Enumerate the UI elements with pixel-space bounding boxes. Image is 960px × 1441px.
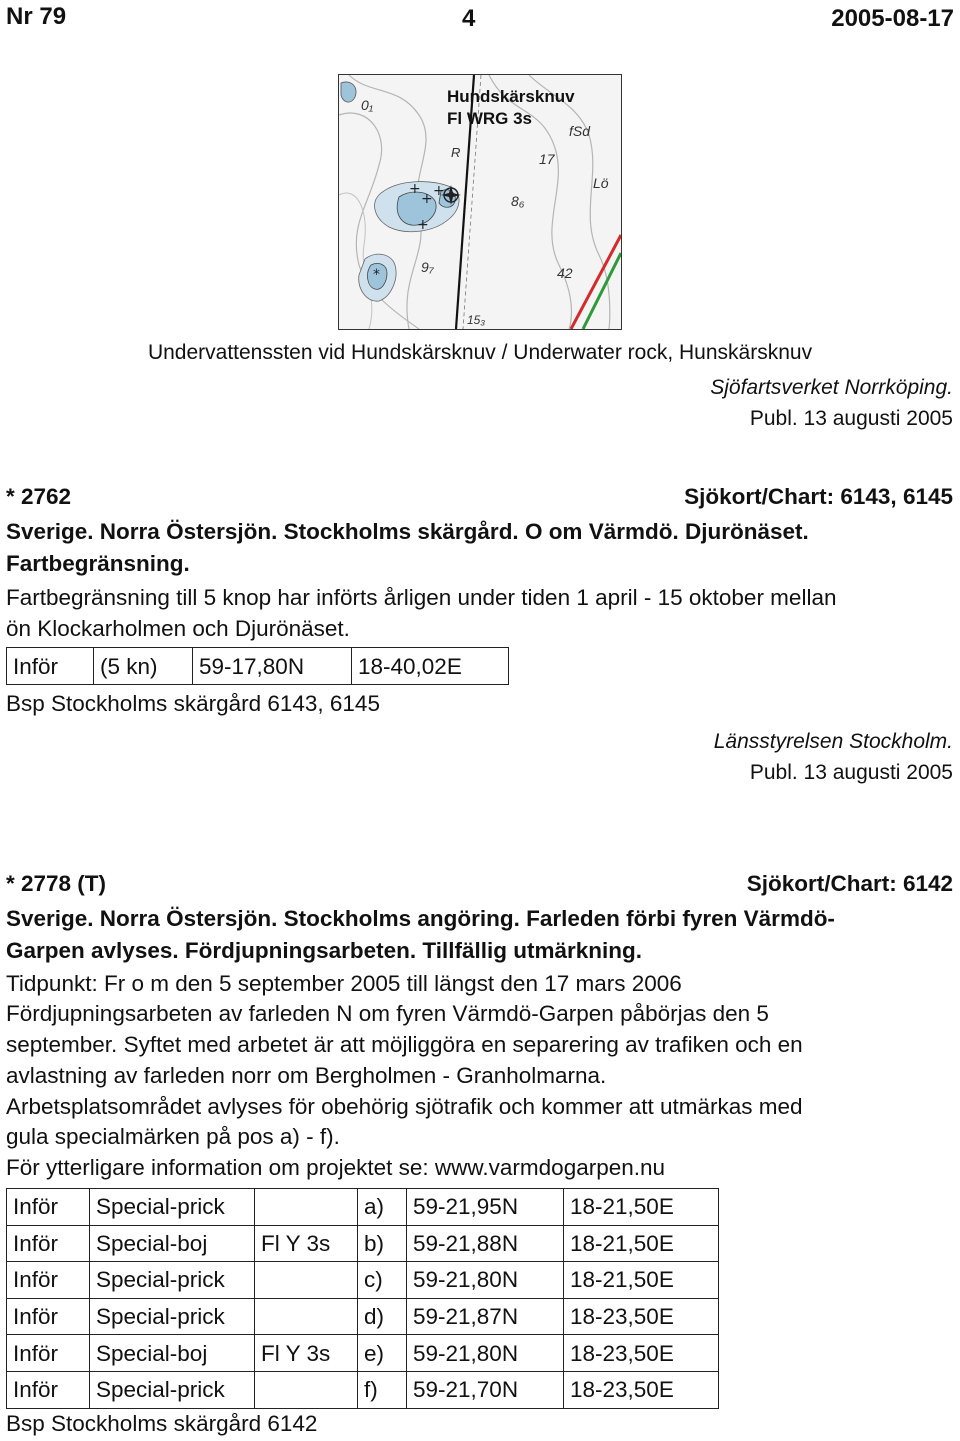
nautical-chart-excerpt <box>338 74 622 330</box>
table-cell: (5 kn) <box>94 648 193 685</box>
map-caption: Undervattenssten vid Hundskärsknuv / Underwater rock, Hunskärsknuv <box>147 341 813 364</box>
table-cell: 59-21,95N <box>407 1189 564 1226</box>
table-cell: Inför <box>7 1298 90 1335</box>
notice-title: Fartbegränsning. <box>6 551 190 576</box>
svg-text:+: + <box>421 191 433 207</box>
table-cell: Special-prick <box>90 1371 255 1408</box>
table-row <box>7 1335 719 1372</box>
table-cell: Special-prick <box>90 1189 255 1226</box>
table-cell: Fl Y 3s <box>255 1225 358 1262</box>
notice-body: Fördjupningsarbeten av farleden N om fyren Värmdö-Garpen påbörjas den 5 <box>6 1001 769 1026</box>
notice-number: * 2778 (T) <box>6 871 107 896</box>
table-cell: 18-23,50E <box>564 1298 719 1335</box>
map-place-label: Lö <box>593 175 609 191</box>
issue-date: 2005-08-17 <box>831 5 954 32</box>
svg-text:+: + <box>417 217 429 233</box>
table-cell: 59-21,80N <box>407 1262 564 1299</box>
table-cell: 59-21,87N <box>407 1298 564 1335</box>
page-number: 4 <box>462 5 476 32</box>
table-cell: Inför <box>7 1189 90 1226</box>
svg-text:+: + <box>433 183 445 199</box>
map-label-light: Fl WRG 3s <box>447 109 533 128</box>
table-cell: c) <box>358 1262 407 1299</box>
table-cell: Inför <box>7 1225 90 1262</box>
table-cell: 18-23,50E <box>564 1371 719 1408</box>
notice-body: Tidpunkt: Fr o m den 5 september 2005 till längst den 17 mars 2006 <box>6 971 682 996</box>
table-cell: Inför <box>7 648 94 685</box>
table-cell: e) <box>358 1335 407 1372</box>
table-cell <box>255 1371 358 1408</box>
map-label-name: Hundskärsknuv <box>447 87 575 106</box>
table-cell: 59-21,88N <box>407 1225 564 1262</box>
table-cell: Inför <box>7 1335 90 1372</box>
table-cell: 18-23,50E <box>564 1335 719 1372</box>
map-depth: 42 <box>557 265 573 281</box>
table-cell: Inför <box>7 1371 90 1408</box>
map-seabed-mark: fSd <box>569 123 591 139</box>
notice-body: september. Syftet med arbetet är att möjliggöra en separering av trafiken och en <box>6 1032 803 1057</box>
table-cell: f) <box>358 1371 407 1408</box>
table-cell: 59-21,80N <box>407 1335 564 1372</box>
notice-title: Sverige. Norra Östersjön. Stockholms skärgård. O om Värmdö. Djurönäset. <box>6 519 809 544</box>
svg-text:+: + <box>409 181 421 197</box>
marker-positions-table <box>6 1188 719 1409</box>
notice-body: ön Klockarholmen och Djurönäset. <box>6 616 350 641</box>
table-row <box>7 1225 719 1262</box>
table-cell: 18-40,02E <box>352 648 509 685</box>
bsp-reference: Bsp Stockholms skärgård 6143, 6145 <box>6 691 380 716</box>
table-cell <box>255 1189 358 1226</box>
map-depth: 17 <box>539 151 555 167</box>
table-row <box>7 1262 719 1299</box>
svg-text:*: * <box>373 267 380 283</box>
notice-title: Sverige. Norra Östersjön. Stockholms angöring. Farleden förbi fyren Värmdö- <box>6 906 835 931</box>
table-cell: Fl Y 3s <box>255 1335 358 1372</box>
table-cell: Inför <box>7 1262 90 1299</box>
table-cell: 18-21,50E <box>564 1225 719 1262</box>
table-row <box>7 1298 719 1335</box>
table-cell: 18-21,50E <box>564 1262 719 1299</box>
notice-title: Garpen avlyses. Fördjupningsarbeten. Tillfällig utmärkning. <box>6 938 642 963</box>
bsp-reference: Bsp Stockholms skärgård 6142 <box>6 1411 318 1436</box>
notice-body: För ytterligare information om projektet se: www.varmdogarpen.nu <box>6 1155 666 1180</box>
table-row <box>7 1189 719 1226</box>
table-cell: Special-prick <box>90 1262 255 1299</box>
notice-published: Publ. 13 augusti 2005 <box>749 761 953 784</box>
notice-body: Fartbegränsning till 5 knop har införts årligen under tiden 1 april - 15 oktober mellan <box>6 585 837 610</box>
notice-number: * 2762 <box>6 484 72 509</box>
notice-body: Arbetsplatsområdet avlyses för obehörig sjötrafik och kommer att utmärkas med <box>6 1094 803 1119</box>
table-cell <box>255 1298 358 1335</box>
issue-number: Nr 79 <box>6 3 67 30</box>
map-depth: 0₁ <box>361 97 374 113</box>
table-row <box>7 1371 719 1408</box>
notice-body: avlastning av farleden norr om Bergholmen - Granholmarna. <box>6 1063 607 1088</box>
table-cell: Special-boj <box>90 1335 255 1372</box>
table-cell: b) <box>358 1225 407 1262</box>
table-cell: Special-prick <box>90 1298 255 1335</box>
caption-published: Publ. 13 augusti 2005 <box>749 407 953 430</box>
table-cell: 59-17,80N <box>193 648 352 685</box>
caption-source: Sjöfartsverket Norrköping. <box>710 376 953 399</box>
chart-reference: Sjökort/Chart: 6143, 6145 <box>684 484 953 509</box>
table-cell: 59-21,70N <box>407 1371 564 1408</box>
table-cell: Special-boj <box>90 1225 255 1262</box>
position-table <box>6 647 509 685</box>
table-cell: d) <box>358 1298 407 1335</box>
table-row <box>7 648 509 685</box>
map-depth: 9₇ <box>421 259 434 275</box>
notice-source: Länsstyrelsen Stockholm. <box>713 730 953 753</box>
map-depth: 15₃ <box>467 313 486 327</box>
table-cell <box>255 1262 358 1299</box>
table-cell: 18-21,50E <box>564 1189 719 1226</box>
map-seabed-mark: R <box>451 145 461 160</box>
chart-reference: Sjökort/Chart: 6142 <box>746 871 953 896</box>
map-depth: 8₆ <box>511 193 525 209</box>
notice-body: gula specialmärken på pos a) - f). <box>6 1124 340 1149</box>
table-cell: a) <box>358 1189 407 1226</box>
